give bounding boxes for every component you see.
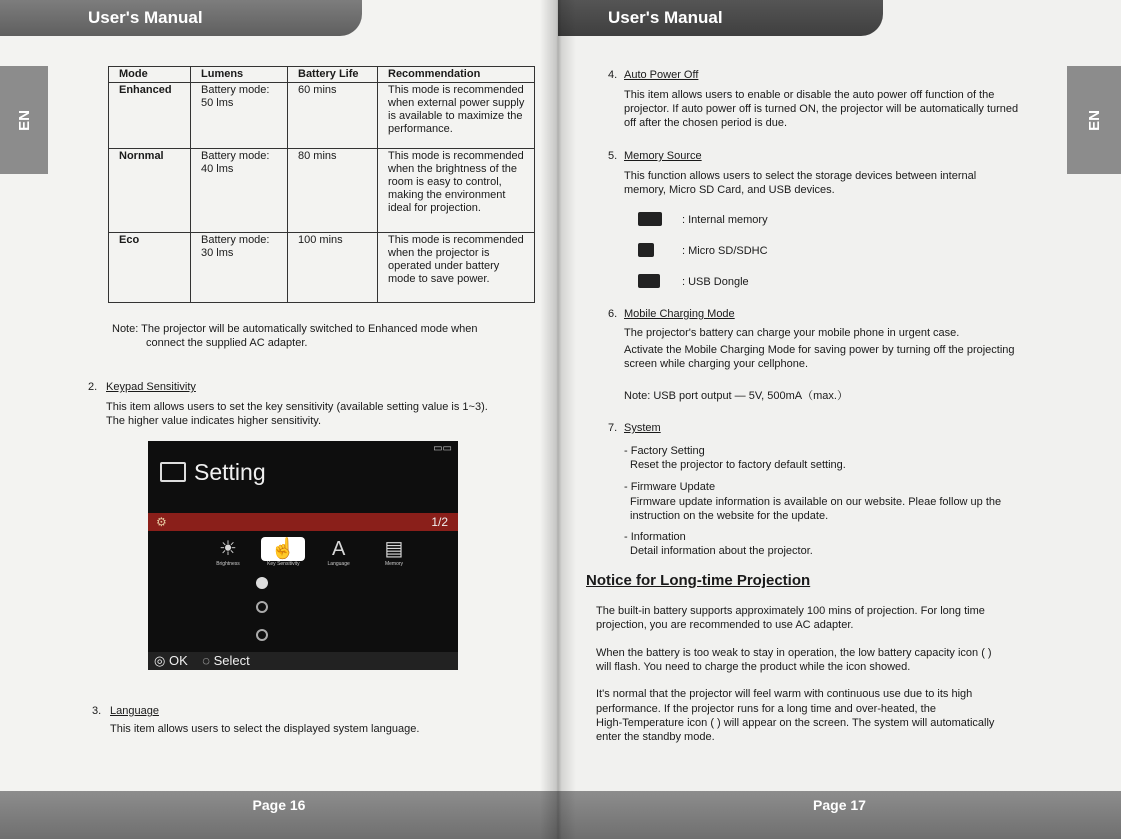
storage-sd: : Micro SD/SDHC <box>682 245 768 257</box>
section-2-body: This item allows users to set the key sensitivity (available setting value is 1~3). <box>106 401 488 413</box>
level-dot-1 <box>256 577 268 589</box>
level-dot-2 <box>256 601 268 613</box>
setting-icon <box>160 462 186 482</box>
setting-bar <box>148 513 458 531</box>
mode-note: Note: The projector will be automatically switched to Enhanced mode when <box>112 323 478 335</box>
notice-para-3: It's normal that the projector will feel warm with continuous use due to its high <box>596 688 973 700</box>
notice-para-1-cont: projection, you are recommended to use AC adapter. <box>596 619 854 631</box>
usb-icon <box>638 274 660 288</box>
notice-para-3-d: enter the standby mode. <box>596 731 715 743</box>
internal-memory-icon <box>638 212 662 226</box>
ok-select-bar: ◎ OK ◌ Select <box>148 652 458 670</box>
right-header: User's Manual <box>558 0 883 36</box>
section-7-title: System <box>624 422 661 434</box>
section-5-body: This function allows users to select the storage devices between internal <box>624 170 977 182</box>
menu-item-language[interactable]: A Language <box>317 537 361 567</box>
system-item-title: - Information <box>624 531 686 543</box>
section-2-title: Keypad Sensitivity <box>106 381 196 393</box>
mode-note-cont: connect the supplied AC adapter. <box>146 337 308 349</box>
section-4-title: Auto Power Off <box>624 69 699 81</box>
system-item-desc: Firmware update information is available on our website. Pleae follow up the <box>630 496 1002 508</box>
hand-icon: ☝ <box>261 537 305 561</box>
system-item-desc: Reset the projector to factory default setting. <box>630 459 846 471</box>
section-6-note: Note: USB port output — 5V, 500mA（max.） <box>624 390 848 402</box>
setting-page: 1/2 <box>431 515 448 529</box>
section-6-body-2: Activate the Mobile Charging Mode for saving power by turning off the projecting <box>624 344 1015 356</box>
memory-icon: ▤ <box>384 538 404 560</box>
section-3-title: Language <box>110 705 159 717</box>
menu-item-brightness[interactable]: ☀ Brightness <box>206 537 250 567</box>
setting-screen <box>148 441 458 670</box>
section-3-body: This item allows users to select the displayed system language. <box>110 723 420 735</box>
section-6-number: 6. <box>608 308 618 320</box>
level-dot-3 <box>256 629 268 641</box>
left-language-tab: EN <box>0 66 48 174</box>
section-6-body-3: screen while charging your cellphone. <box>624 358 809 370</box>
sd-card-icon <box>638 243 654 257</box>
notice-para-1: The built-in battery supports approximately 100 mins of projection. For long time <box>596 605 985 617</box>
ok-icon: ◎ <box>154 653 166 668</box>
section-4-body-2: projector. If auto power off is turned ON, the projector will be automatically turned <box>624 103 1019 115</box>
table-row: Eco Battery mode: 30 lms 100 mins This mode is recommended when the projector is operated under battery mode to save power. <box>109 233 535 303</box>
system-item-title: - Factory Setting <box>624 445 705 457</box>
section-5-title: Memory Source <box>624 150 702 162</box>
section-4-body: This item allows users to enable or disable the auto power off function of the <box>624 89 995 101</box>
section-2-number: 2. <box>88 381 98 393</box>
section-4-number: 4. <box>608 69 618 81</box>
table-row: Nornmal Battery mode: 40 lms 80 mins This mode is recommended when the brightness of the room is easy to control, making the environment ideal for projection. <box>109 149 535 233</box>
section-7-number: 7. <box>608 422 618 434</box>
system-item-title: - Firmware Update <box>624 481 716 493</box>
section-6-body: The projector's battery can charge your mobile phone in urgent case. <box>624 327 960 339</box>
left-header: User's Manual <box>0 0 362 36</box>
gear-icon: ⚙ <box>156 515 167 529</box>
language-icon: A <box>331 538 346 560</box>
notice-para-3-c: High-Temperature icon ( ) will appear on the screen. The system will automatically <box>596 717 995 729</box>
storage-internal: : Internal memory <box>682 214 768 226</box>
battery-icon: ▭▭ <box>433 443 452 454</box>
left-page <box>0 0 558 839</box>
notice-heading: Notice for Long-time Projection <box>586 572 811 589</box>
select-icon: ◌ <box>202 653 210 668</box>
right-language-tab: EN <box>1067 66 1121 174</box>
system-item-desc-2: instruction on the website for the update. <box>630 510 829 522</box>
table-row: Enhanced Battery mode: 50 lms 60 mins This mode is recommended when external power supply is available to maximize the performance. <box>109 83 535 149</box>
notice-para-2: When the battery is too weak to stay in operation, the low battery capacity icon ( ) <box>596 647 992 659</box>
setting-menu <box>206 537 416 567</box>
section-5-body-2: memory, Micro SD Card, and USB devices. <box>624 184 835 196</box>
notice-para-2-cont: will flash. You need to charge the product while the icon showed. <box>596 661 911 673</box>
brightness-icon: ☀ <box>219 538 237 560</box>
mode-table <box>108 66 535 303</box>
section-6-title: Mobile Charging Mode <box>624 308 735 320</box>
notice-para-3-b: performance. If the projector runs for a long time and over-heated, the <box>596 703 936 715</box>
menu-item-key-sensitivity[interactable]: ☝ Key Sensitivity <box>261 537 305 567</box>
section-2-body-cont: The higher value indicates higher sensitivity. <box>106 415 322 427</box>
section-3-number: 3. <box>92 705 102 717</box>
menu-item-memory[interactable]: ▤ Memory <box>372 537 416 567</box>
left-footer: Page 16 <box>0 791 558 839</box>
right-footer: Page 17 <box>558 791 1121 839</box>
storage-usb: : USB Dongle <box>682 276 749 288</box>
right-page <box>558 0 1121 839</box>
section-5-number: 5. <box>608 150 618 162</box>
setting-title: Setting <box>160 459 266 486</box>
system-item-desc: Detail information about the projector. <box>630 545 813 557</box>
table-header-row: Mode Lumens Battery Life Recommendation <box>109 67 535 83</box>
section-4-body-3: off after the chosen period is due. <box>624 117 788 129</box>
